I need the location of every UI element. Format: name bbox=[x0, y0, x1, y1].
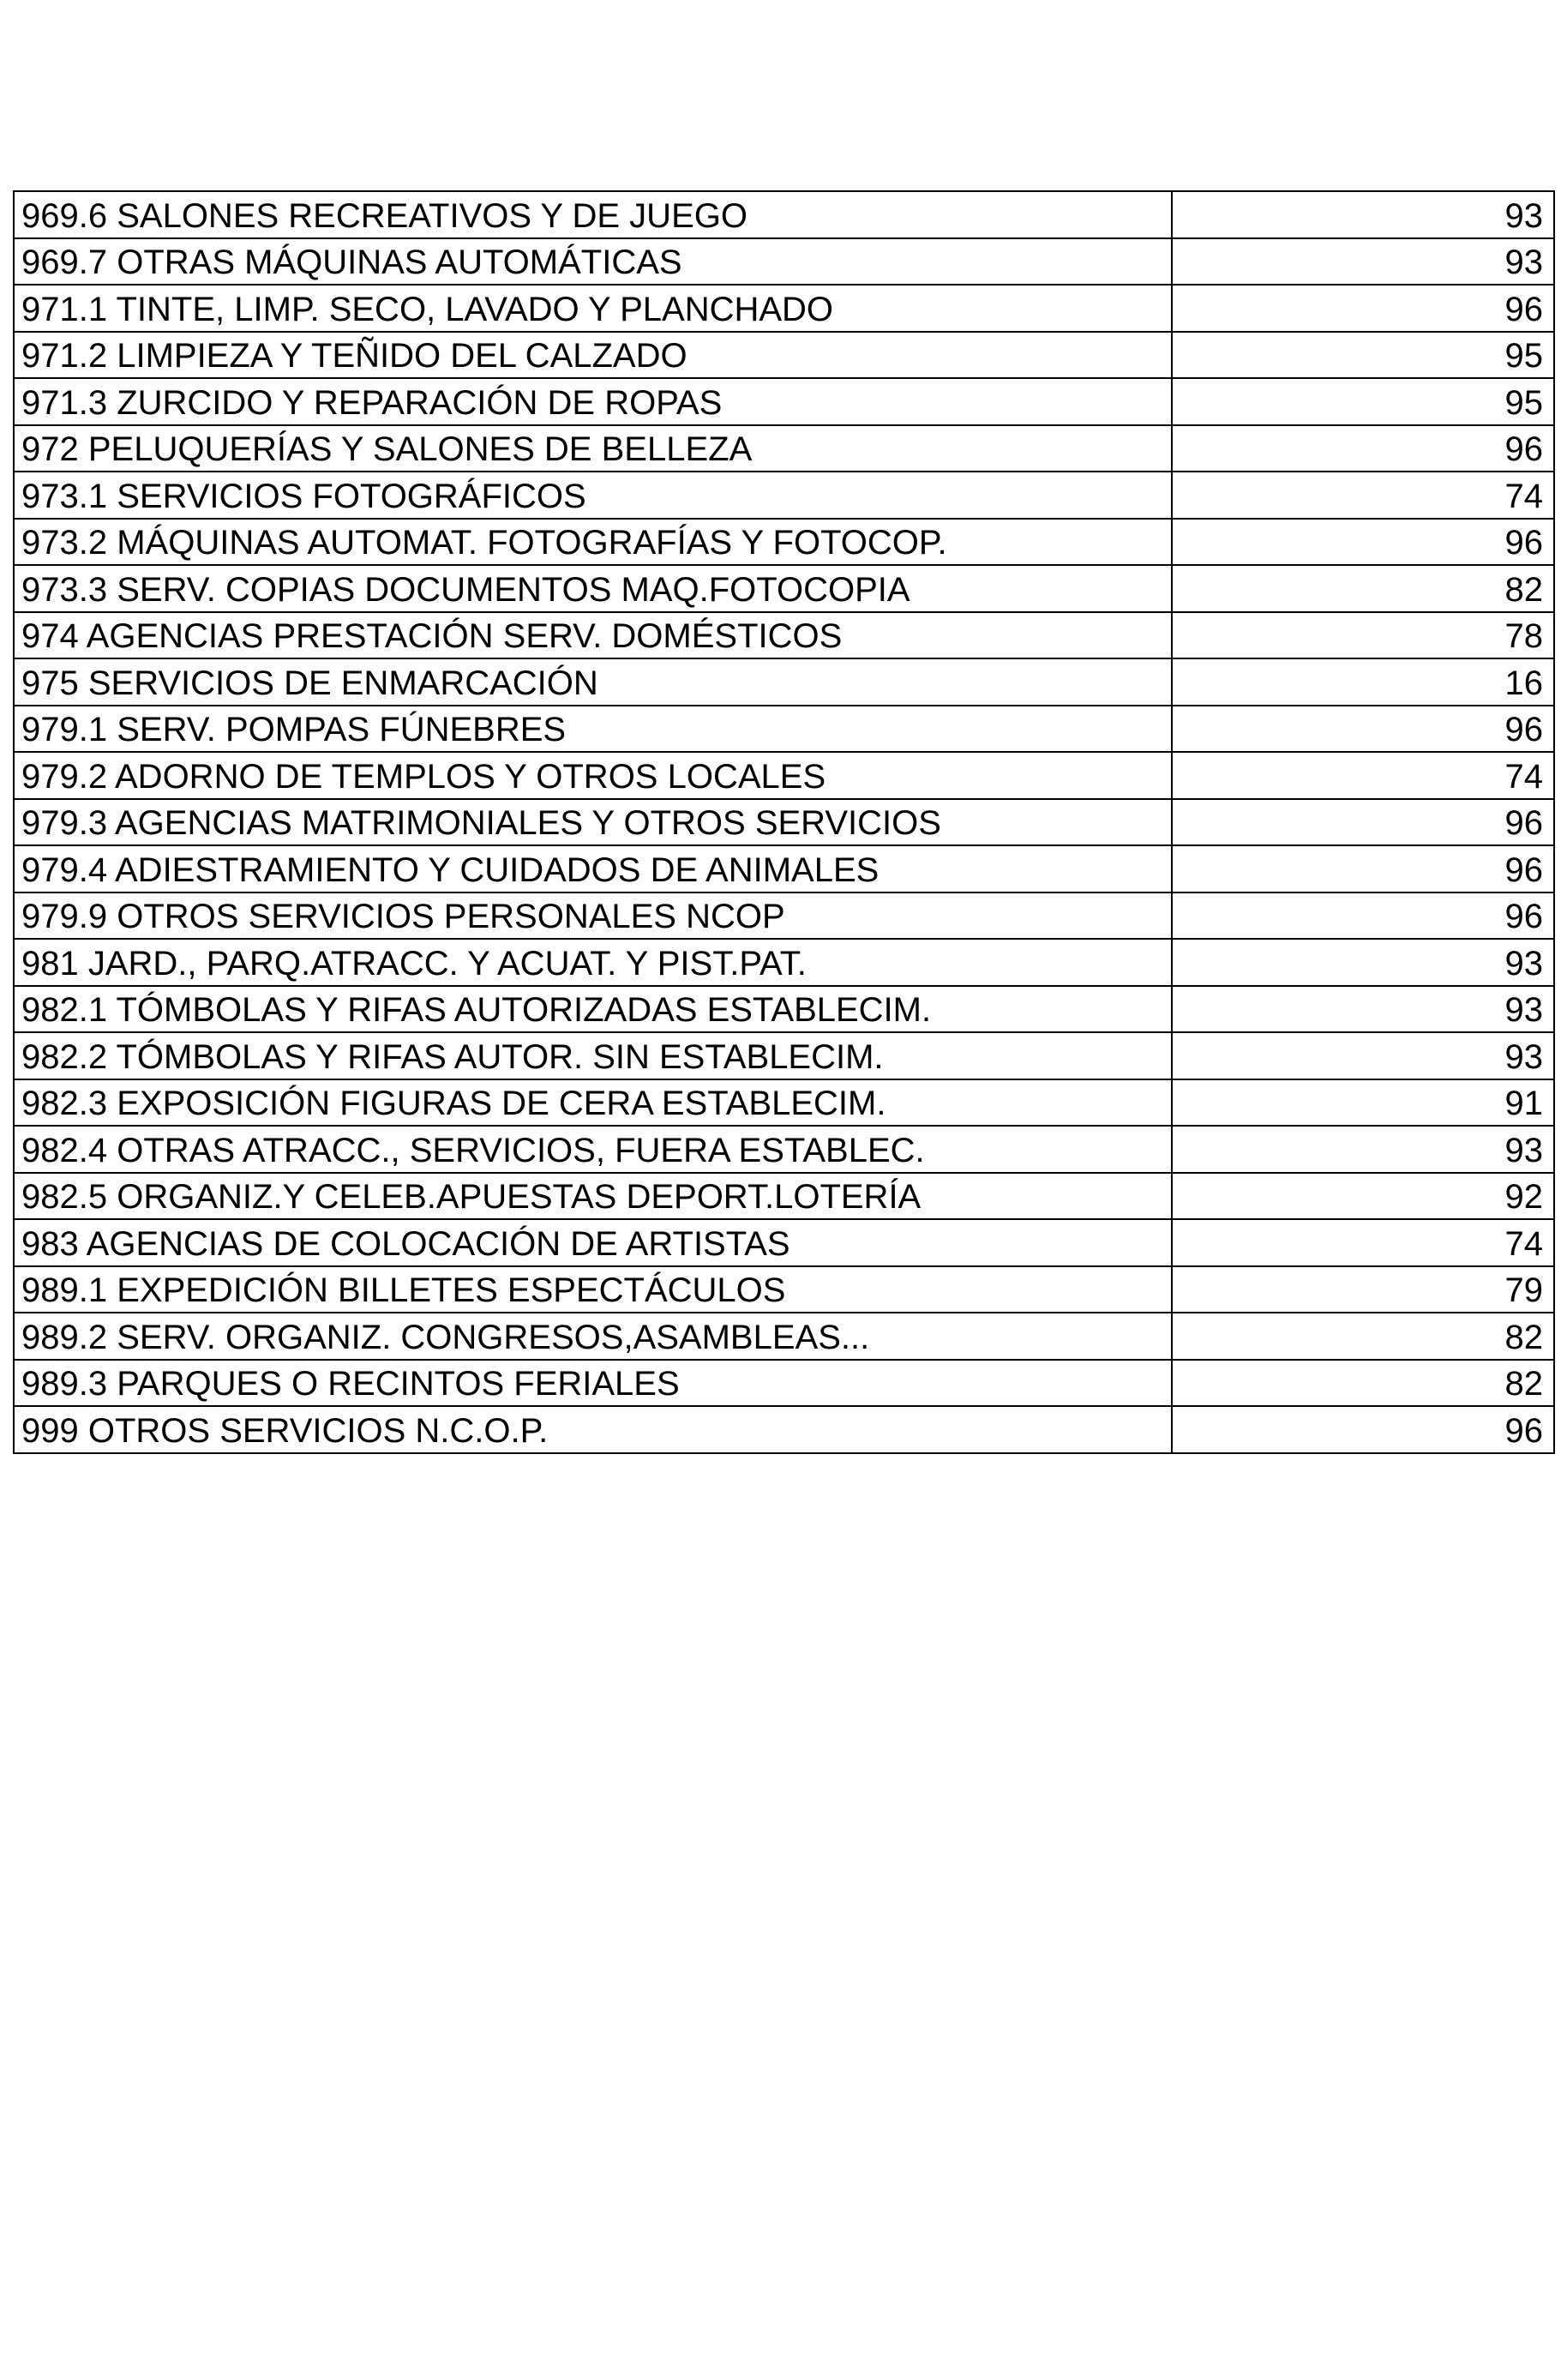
row-value: 82 bbox=[1172, 1313, 1554, 1360]
row-value: 78 bbox=[1172, 612, 1554, 659]
table-row bbox=[14, 425, 1554, 472]
row-description: 982.1 TÓMBOLAS Y RIFAS AUTORIZADAS ESTABLECIM. bbox=[14, 986, 1172, 1033]
row-value: 93 bbox=[1172, 1126, 1554, 1173]
table-row bbox=[14, 1032, 1554, 1079]
row-value: 74 bbox=[1172, 752, 1554, 799]
row-value: 93 bbox=[1172, 1032, 1554, 1079]
row-value: 74 bbox=[1172, 472, 1554, 519]
table-row bbox=[14, 706, 1554, 753]
table-row bbox=[14, 191, 1554, 238]
row-value: 96 bbox=[1172, 519, 1554, 566]
row-description: 989.3 PARQUES O RECINTOS FERIALES bbox=[14, 1360, 1172, 1407]
row-value: 93 bbox=[1172, 939, 1554, 986]
row-value: 74 bbox=[1172, 1219, 1554, 1266]
row-description: 989.2 SERV. ORGANIZ. CONGRESOS,ASAMBLEAS... bbox=[14, 1313, 1172, 1360]
table-row bbox=[14, 1266, 1554, 1313]
row-description: 981 JARD., PARQ.ATRACC. Y ACUAT. Y PIST.PAT. bbox=[14, 939, 1172, 986]
row-value: 96 bbox=[1172, 1406, 1554, 1453]
table-row bbox=[14, 1173, 1554, 1220]
row-description: 982.3 EXPOSICIÓN FIGURAS DE CERA ESTABLECIM. bbox=[14, 1079, 1172, 1127]
row-value: 95 bbox=[1172, 378, 1554, 425]
table-row bbox=[14, 752, 1554, 799]
row-description: 972 PELUQUERÍAS Y SALONES DE BELLEZA bbox=[14, 425, 1172, 472]
row-description: 979.3 AGENCIAS MATRIMONIALES Y OTROS SERVICIOS bbox=[14, 799, 1172, 846]
row-description: 973.1 SERVICIOS FOTOGRÁFICOS bbox=[14, 472, 1172, 519]
row-description: 999 OTROS SERVICIOS N.C.O.P. bbox=[14, 1406, 1172, 1453]
row-description: 973.3 SERV. COPIAS DOCUMENTOS MAQ.FOTOCOPIA bbox=[14, 565, 1172, 612]
row-value: 93 bbox=[1172, 238, 1554, 285]
row-value: 93 bbox=[1172, 191, 1554, 238]
table-row bbox=[14, 1079, 1554, 1127]
row-value: 96 bbox=[1172, 892, 1554, 940]
table-row bbox=[14, 1126, 1554, 1173]
row-value: 82 bbox=[1172, 565, 1554, 612]
row-value: 79 bbox=[1172, 1266, 1554, 1313]
row-description: 982.2 TÓMBOLAS Y RIFAS AUTOR. SIN ESTABLECIM. bbox=[14, 1032, 1172, 1079]
row-description: 971.2 LIMPIEZA Y TEÑIDO DEL CALZADO bbox=[14, 332, 1172, 379]
row-description: 971.3 ZURCIDO Y REPARACIÓN DE ROPAS bbox=[14, 378, 1172, 425]
row-description: 979.1 SERV. POMPAS FÚNEBRES bbox=[14, 706, 1172, 753]
row-description: 989.1 EXPEDICIÓN BILLETES ESPECTÁCULOS bbox=[14, 1266, 1172, 1313]
row-description: 971.1 TINTE, LIMP. SECO, LAVADO Y PLANCHADO bbox=[14, 285, 1172, 332]
row-value: 96 bbox=[1172, 799, 1554, 846]
row-description: 982.4 OTRAS ATRACC., SERVICIOS, FUERA ESTABLEC. bbox=[14, 1126, 1172, 1173]
row-value: 93 bbox=[1172, 986, 1554, 1033]
table-row bbox=[14, 845, 1554, 892]
table-row bbox=[14, 285, 1554, 332]
table-row bbox=[14, 658, 1554, 706]
table-row bbox=[14, 1219, 1554, 1266]
row-description: 975 SERVICIOS DE ENMARCACIÓN bbox=[14, 658, 1172, 706]
row-value: 95 bbox=[1172, 332, 1554, 379]
table-row bbox=[14, 986, 1554, 1033]
table-row bbox=[14, 1360, 1554, 1407]
table-row bbox=[14, 1313, 1554, 1360]
row-description: 983 AGENCIAS DE COLOCACIÓN DE ARTISTAS bbox=[14, 1219, 1172, 1266]
row-value: 96 bbox=[1172, 285, 1554, 332]
table-row bbox=[14, 612, 1554, 659]
row-value: 96 bbox=[1172, 425, 1554, 472]
table-row bbox=[14, 939, 1554, 986]
row-value: 96 bbox=[1172, 845, 1554, 892]
table-row bbox=[14, 1406, 1554, 1453]
row-value: 82 bbox=[1172, 1360, 1554, 1407]
table-row bbox=[14, 799, 1554, 846]
row-value: 16 bbox=[1172, 658, 1554, 706]
row-description: 982.5 ORGANIZ.Y CELEB.APUESTAS DEPORT.LOTERÍA bbox=[14, 1173, 1172, 1220]
row-description: 974 AGENCIAS PRESTACIÓN SERV. DOMÉSTICOS bbox=[14, 612, 1172, 659]
table-row bbox=[14, 378, 1554, 425]
data-table bbox=[13, 190, 1555, 1454]
row-value: 96 bbox=[1172, 706, 1554, 753]
table-row bbox=[14, 519, 1554, 566]
table-row bbox=[14, 332, 1554, 379]
row-description: 969.7 OTRAS MÁQUINAS AUTOMÁTICAS bbox=[14, 238, 1172, 285]
table-body bbox=[14, 191, 1554, 1453]
row-description: 969.6 SALONES RECREATIVOS Y DE JUEGO bbox=[14, 191, 1172, 238]
row-description: 979.9 OTROS SERVICIOS PERSONALES NCOP bbox=[14, 892, 1172, 940]
row-description: 973.2 MÁQUINAS AUTOMAT. FOTOGRAFÍAS Y FOTOCOP. bbox=[14, 519, 1172, 566]
table-row bbox=[14, 238, 1554, 285]
table-row bbox=[14, 565, 1554, 612]
table-row bbox=[14, 472, 1554, 519]
table-row bbox=[14, 892, 1554, 940]
row-description: 979.4 ADIESTRAMIENTO Y CUIDADOS DE ANIMALES bbox=[14, 845, 1172, 892]
row-description: 979.2 ADORNO DE TEMPLOS Y OTROS LOCALES bbox=[14, 752, 1172, 799]
row-value: 91 bbox=[1172, 1079, 1554, 1127]
row-value: 92 bbox=[1172, 1173, 1554, 1220]
